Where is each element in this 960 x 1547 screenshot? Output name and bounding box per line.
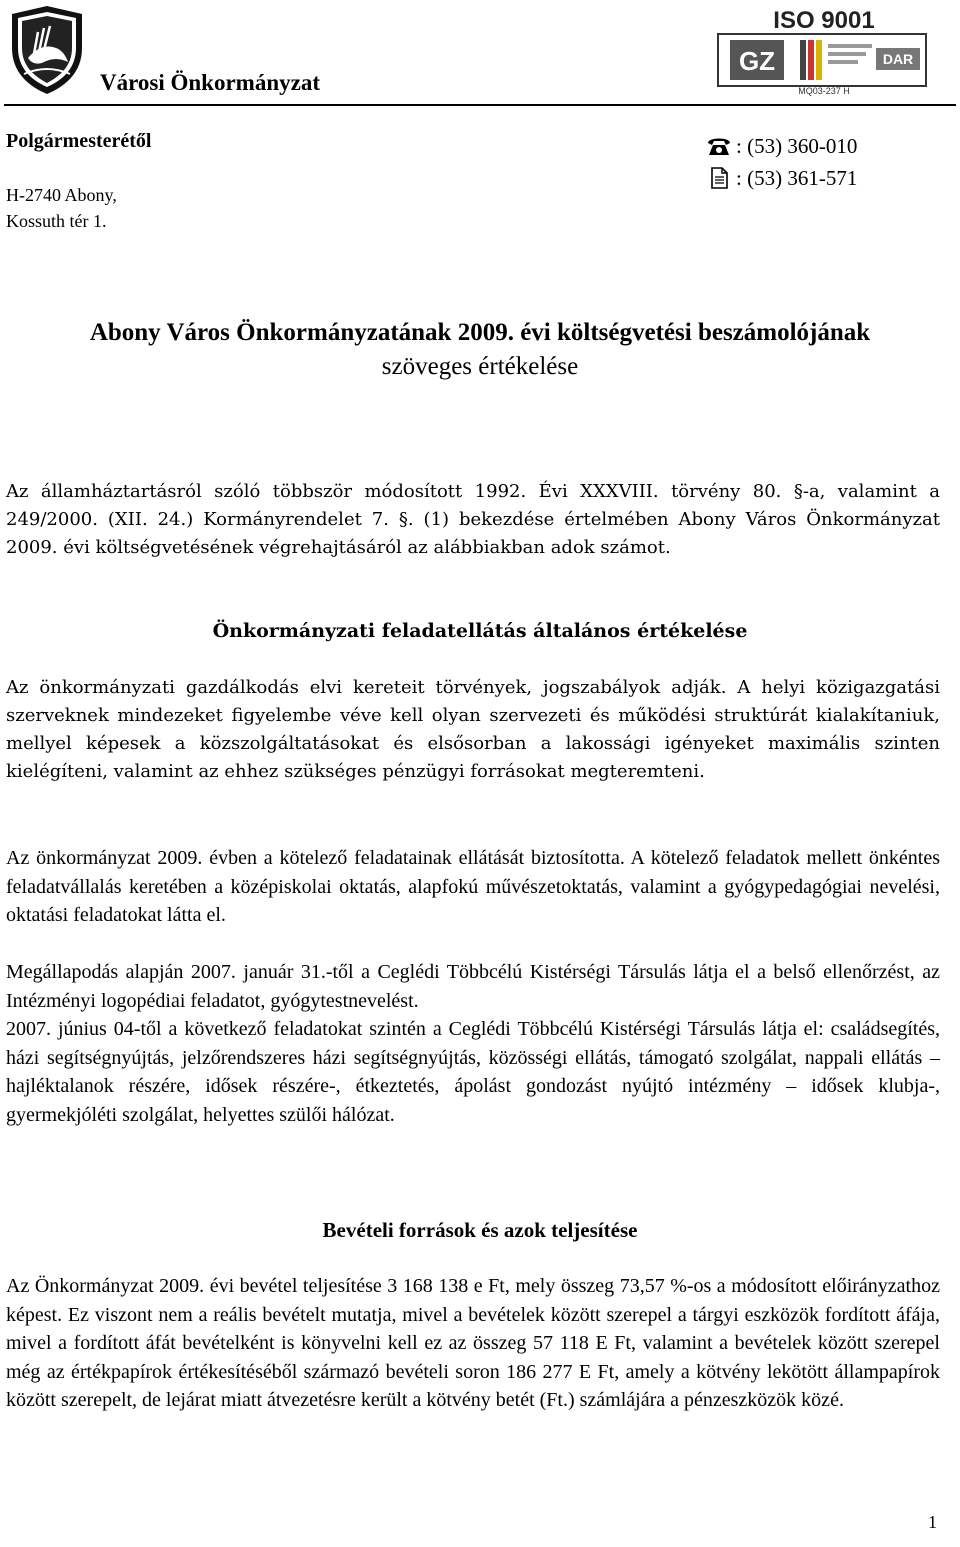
fax-row bbox=[706, 162, 857, 194]
section1-paragraph2: Az önkormányzat 2009. évben a kötelező feladatainak ellátását biztosította. A kötelező feladatok mellett önkéntes feladatvállalás keretében a középiskolai oktatás, alapfokú művészetoktatás, valamint a gyógypedagógiai nevelési, oktatási feladatokat látta el. bbox=[6, 847, 940, 926]
document-title bbox=[0, 316, 960, 384]
section2-heading: Bevételi források és azok teljesítése bbox=[322, 1218, 638, 1242]
fax-document-icon bbox=[706, 166, 732, 190]
section1-heading: Önkormányzati feladatellátás általános értékelése bbox=[212, 620, 748, 642]
phone-row bbox=[706, 130, 857, 162]
telephone-icon bbox=[706, 135, 732, 157]
section1-paragraph1: Az önkormányzati gazdálkodás elvi kereteit törvények, jogszabályok adják. A helyi közigazgatási szerveknek mindezeket figyelembe véve kell olyan szervezeti és működési struktúrát kialakítaniuk, mellyel képesek a közszolgáltatásokat és elsősorban a lakossági igényeket maximális szinten kielégíteni, valamint az ehhez szükséges pénzügyi forrásokat megteremteni. bbox=[6, 677, 940, 782]
section1-paragraph3a: Megállapodás alapján 2007. január 31.-től a Ceglédi Többcélú Kistérségi Társulás látja el a belső ellenőrzést, az Intézményi logopédiai feladatot, gyógytestnevelést. bbox=[6, 961, 940, 1012]
phone-number: : (53) 360-010 bbox=[736, 134, 858, 158]
svg-text:DAR: DAR bbox=[882, 51, 914, 67]
address-line2: Kossuth tér 1. bbox=[6, 211, 107, 231]
iso-text: ISO 9001 bbox=[773, 7, 875, 34]
address-block bbox=[6, 182, 117, 234]
address-line1: H-2740 Abony, bbox=[6, 185, 117, 205]
section1-paragraph3b: 2007. június 04-től a következő feladatokat szintén a Ceglédi Többcélú Kistérségi Társulás látja el: családsegítés, házi segítségnyújtás, jelzőrendszeres házi segítségnyújtás, közösségi ellátás, támogató szolgálat, nappali ellátás – hajléktalanok részére, idősek részére-, étkeztetés, ápolást gondozást nyújtó intézmény – idősek klubja-, gyermekjóléti szolgálat, helyettes szülői hálózat. bbox=[6, 1018, 940, 1126]
fax-number: : (53) 361-571 bbox=[736, 166, 858, 190]
section1-paragraph3 bbox=[6, 958, 940, 1129]
svg-text:GZ: GZ bbox=[738, 46, 776, 76]
title-line1: Abony Város Önkormányzatának 2009. évi költségvetési beszámolójának bbox=[89, 319, 871, 346]
city-crest-icon bbox=[6, 4, 88, 96]
contact-block bbox=[706, 130, 857, 194]
header-divider bbox=[4, 104, 956, 106]
org-name: Városi Önkormányzat bbox=[100, 70, 320, 95]
iso-code: MQ03-237 H bbox=[798, 86, 850, 96]
iso-9001-certification-logo bbox=[716, 4, 928, 96]
section2-paragraph1: Az Önkormányzat 2009. évi bevétel teljesítése 3 168 138 e Ft, mely összeg 73,57 %-os a módosított előirányzathoz képest. Ez viszont nem a reális bevételt mutatja, mivel a bevételek között szerepel a tárgyi eszközök fordított áfája, mivel a fordított áfát bevételként is könyvelni kell ez az összeg 57 118 E Ft, valamint a bevételek között szerepel még az értékpapírok értékesítéséből származó bevételi soron 186 277 E Ft, amely a kötvény lekötött állampapírok között szerepelt, de lejárat miatt átvezetésre került a kötvény betét (Ft.) számlájára a pénzeszközök közé. bbox=[6, 1275, 940, 1411]
page-number: 1 bbox=[928, 1512, 937, 1532]
sender-label: Polgármesterétől bbox=[6, 130, 152, 152]
title-line2: szöveges értékelése bbox=[381, 353, 579, 380]
intro-paragraph: Az államháztartásról szóló többször módosított 1992. Évi XXXVIII. törvény 80. §-a, valamint a 249/2000. (XII. 24.) Kormányrendelet 7. §. (1) bekezdése értelmében Abony Város Önkormányzat 2009. évi költségvetésének végrehajtásáról az alábbiakban adok számot. bbox=[6, 481, 940, 558]
